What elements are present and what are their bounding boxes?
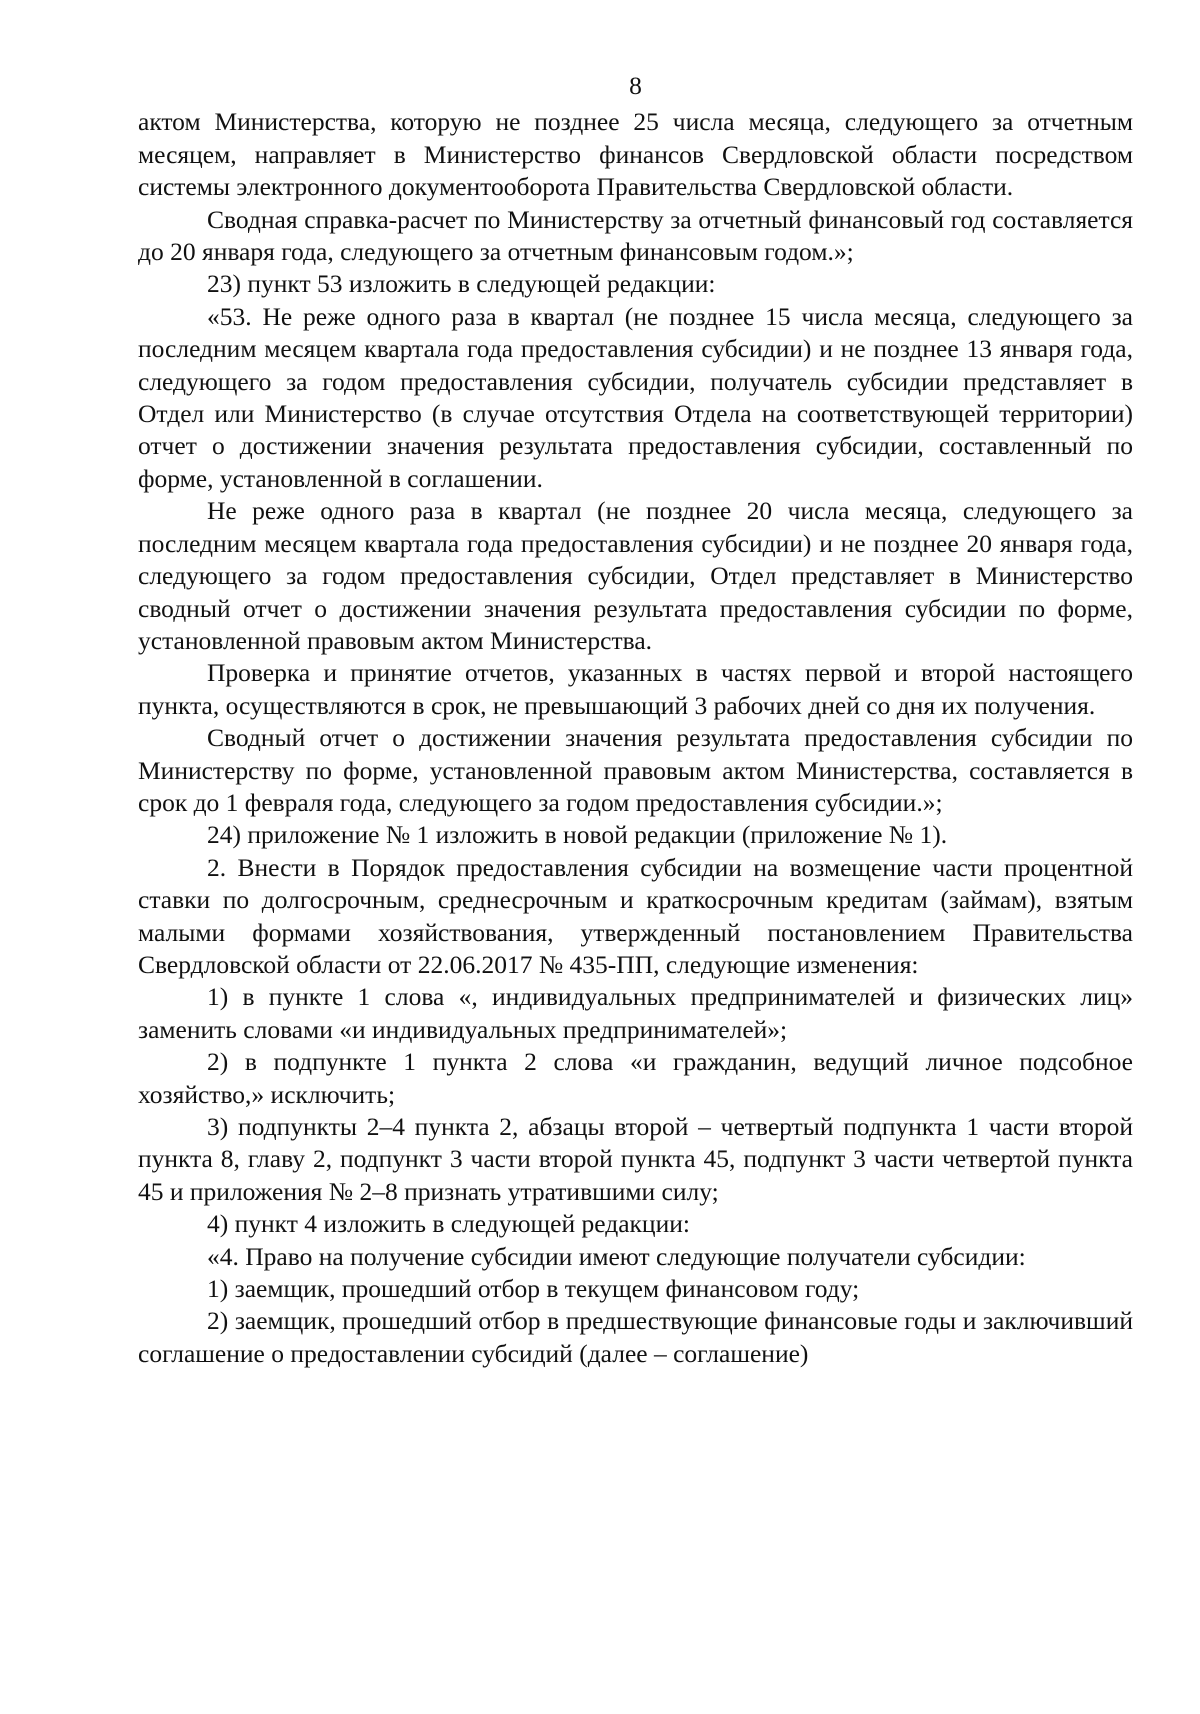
paragraph: 23) пункт 53 изложить в следующей редакции: — [207, 269, 716, 299]
paragraph: 3) подпункты 2–4 пункта 2, абзацы второй – четвертый подпункта 1 части второй пункта 8, главу 2, подпункт 3 части второй пункта 45, подпункт 3 части четвертой пункта 45 и приложения № 2–8 признать утратившими силу; — [138, 1112, 1133, 1206]
paragraph: «4. Право на получение субсидии имеют следующие получатели субсидии: — [207, 1241, 1026, 1271]
paragraph: Сводный отчет о достижении значения результата предоставления субсидии по Министерству по форме, установленной правовым актом Министерства, составляется в срок до 1 февраля года, следующего за годом предоставления субсидии.»; — [138, 723, 1133, 817]
paragraph: 2. Внести в Порядок предоставления субсидии на возмещение части процентной ставки по долгосрочным, среднесрочным и краткосрочным кредитам (займам), взятым малыми формами хозяйствования, утвержденный постановлением Правительства Свердловской области от 22.06.2017 № 435-ПП, следующие изменения: — [138, 852, 1133, 979]
paragraph: «53. Не реже одного раза в квартал (не позднее 15 числа месяца, следующего за последним месяцем квартала года предоставления субсидии) и не позднее 13 января года, следующего за годом предоставления субсидии, получатель субсидии представляет в Отдел или Министерство (в случае отсутствия Отдела на соответствующей территории) отчет о достижении значения результата предоставления субсидии, составленный по форме, установленной в соглашении. — [138, 301, 1133, 493]
paragraph: Сводная справка-расчет по Министерству за отчетный финансовый год составляется до 20 января года, следующего за отчетным финансовым годом.»; — [138, 204, 1133, 267]
paragraph: 24) приложение № 1 изложить в новой редакции (приложение № 1). — [207, 820, 948, 850]
page-number: 8 — [629, 71, 642, 100]
paragraph: Не реже одного раза в квартал (не позднее 20 числа месяца, следующего за последним месяцем квартала года предоставления субсидии) и не позднее 20 января года, следующего за годом предоставления субсидии, Отдел представляет в Министерство сводный отчет о достижении значения результата предоставления субсидии по форме, установленной правовым актом Министерства. — [138, 496, 1133, 655]
paragraph: 2) заемщик, прошедший отбор в предшествующие финансовые годы и заключивший соглашение о предоставлении субсидий (далее – соглашение) — [138, 1306, 1133, 1368]
paragraph: Проверка и принятие отчетов, указанных в частях первой и второй настоящего пункта, осуществляются в срок, не превышающий 3 рабочих дней со дня их получения. — [138, 658, 1133, 720]
paragraph: актом Министерства, которую не позднее 25 числа месяца, следующего за отчетным месяцем, направляет в Министерство финансов Свердловской области посредством системы электронного документооборота Правительства Свердловской области. — [138, 107, 1133, 202]
paragraph: 1) в пункте 1 слова «, индивидуальных предпринимателей и физических лиц» заменить словами «и индивидуальных предпринимателей»; — [138, 982, 1133, 1044]
paragraph: 2) в подпункте 1 пункта 2 слова «и гражданин, ведущий личное подсобное хозяйство,» исключить; — [138, 1047, 1133, 1109]
document-page — [138, 70, 1133, 1370]
paragraph: 4) пункт 4 изложить в следующей редакции: — [207, 1209, 690, 1239]
document-body — [138, 106, 1133, 1370]
paragraph: 1) заемщик, прошедший отбор в текущем финансовом году; — [207, 1274, 860, 1304]
